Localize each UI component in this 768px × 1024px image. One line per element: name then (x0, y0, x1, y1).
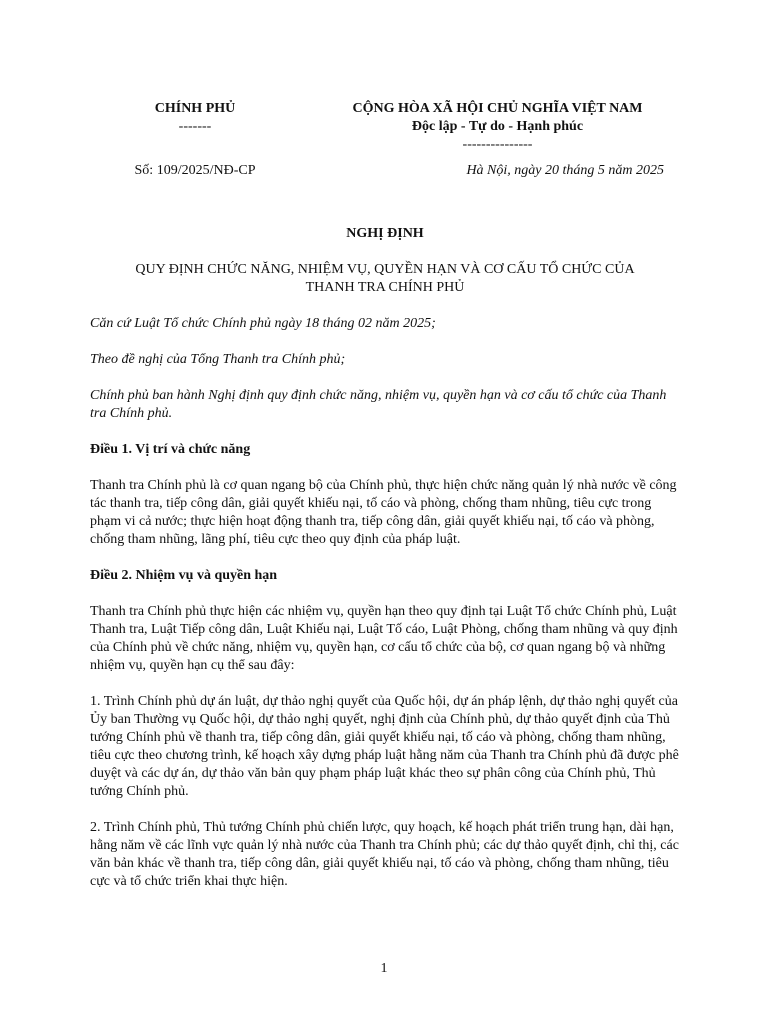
preamble-legal-basis: Căn cứ Luật Tổ chức Chính phủ ngày 18 tháng 02 năm 2025; (90, 316, 436, 331)
motto-divider: --------------- (462, 137, 533, 152)
article-2-item-2: 2. Trình Chính phủ, Thủ tướng Chính phủ chiến lược, quy hoạch, kế hoạch phát triển trung hạn, dài hạn, hằng năm về các lĩnh vực quản lý nhà nước của Thanh tra Chính phủ; các dự thảo quyết định, chỉ thị, các văn bản khác về thanh tra, tiếp công dân, giải quyết khiếu nại, tố cáo và phòng, chống tham nhũng, tiêu cực và tổ chức triển khai thực hiện. (90, 820, 679, 889)
document-subtitle (90, 261, 680, 297)
document-body (90, 315, 680, 909)
issuing-agency: CHÍNH PHỦ (154, 101, 236, 116)
article-2-heading: Điều 2. Nhiệm vụ và quyền hạn (90, 568, 278, 583)
issuing-agency-block (90, 100, 300, 136)
document-number: Số: 109/2025/NĐ-CP (134, 163, 256, 178)
article-2-item-1: 1. Trình Chính phủ dự án luật, dự thảo nghị quyết của Quốc hội, dự án pháp lệnh, dự thảo nghị quyết của Ủy ban Thường vụ Quốc hội, dự thảo nghị quyết, nghị định của Chính phủ, dự thảo quyết định của Thủ tướng Chính phủ về thanh tra, tiếp công dân, giải quyết khiếu nại, tố cáo và phòng, chống tham nhũng, tiêu cực theo chương trình, kế hoạch xây dựng pháp luật hằng năm của Thanh tra Chính phủ đã được phê duyệt và các dự án, dự thảo văn bản quy phạm pháp luật khác theo sự phân công của Chính phủ, Thủ tướng Chính phủ. (90, 694, 679, 799)
subtitle-line-1: QUY ĐỊNH CHỨC NĂNG, NHIỆM VỤ, QUYỀN HẠN VÀ CƠ CẤU TỔ CHỨC CỦA (135, 262, 635, 277)
national-title: CỘNG HÒA XÃ HỘI CHỦ NGHĨA VIỆT NAM (352, 101, 643, 116)
article-1-text: Thanh tra Chính phủ là cơ quan ngang bộ của Chính phủ, thực hiện chức năng quản lý nhà nước về công tác thanh tra, tiếp công dân, giải quyết khiếu nại, tố cáo và phòng, chống tham nhũng, tiêu cực trong phạm vi cả nước; thực hiện hoạt động thanh tra, tiếp công dân, giải quyết khiếu nại, tố cáo và phòng, chống tham nhũng, lãng phí, tiêu cực theo quy định của pháp luật. (90, 478, 677, 547)
preamble-issuance: Chính phủ ban hành Nghị định quy định chức năng, nhiệm vụ, quyền hạn và cơ cấu tổ chức của Thanh tra Chính phủ. (90, 388, 667, 421)
article-1-heading: Điều 1. Vị trí và chức năng (90, 442, 251, 457)
place-date: Hà Nội, ngày 20 tháng 5 năm 2025 (466, 163, 664, 178)
article-2-intro: Thanh tra Chính phủ thực hiện các nhiệm vụ, quyền hạn theo quy định tại Luật Tổ chức Chính phủ, Luật Thanh tra, Luật Tiếp công dân, Luật Khiếu nại, Luật Tố cáo, Luật Phòng, chống tham nhũng và quy định của Chính phủ về chức năng, nhiệm vụ, quyền hạn, cơ cấu tổ chức của bộ, cơ quan ngang bộ và những nhiệm vụ, quyền hạn cụ thể sau đây: (90, 604, 678, 673)
document-title: NGHỊ ĐỊNH (346, 226, 424, 241)
national-motto-block (315, 100, 680, 154)
number-date-row (90, 162, 680, 180)
preamble-proposal: Theo đề nghị của Tổng Thanh tra Chính phủ; (90, 352, 346, 367)
subtitle-line-2: THANH TRA CHÍNH PHỦ (305, 280, 465, 295)
agency-divider: ------- (178, 119, 212, 134)
national-motto: Độc lập - Tự do - Hạnh phúc (411, 119, 584, 134)
page-number: 1 (380, 961, 388, 976)
